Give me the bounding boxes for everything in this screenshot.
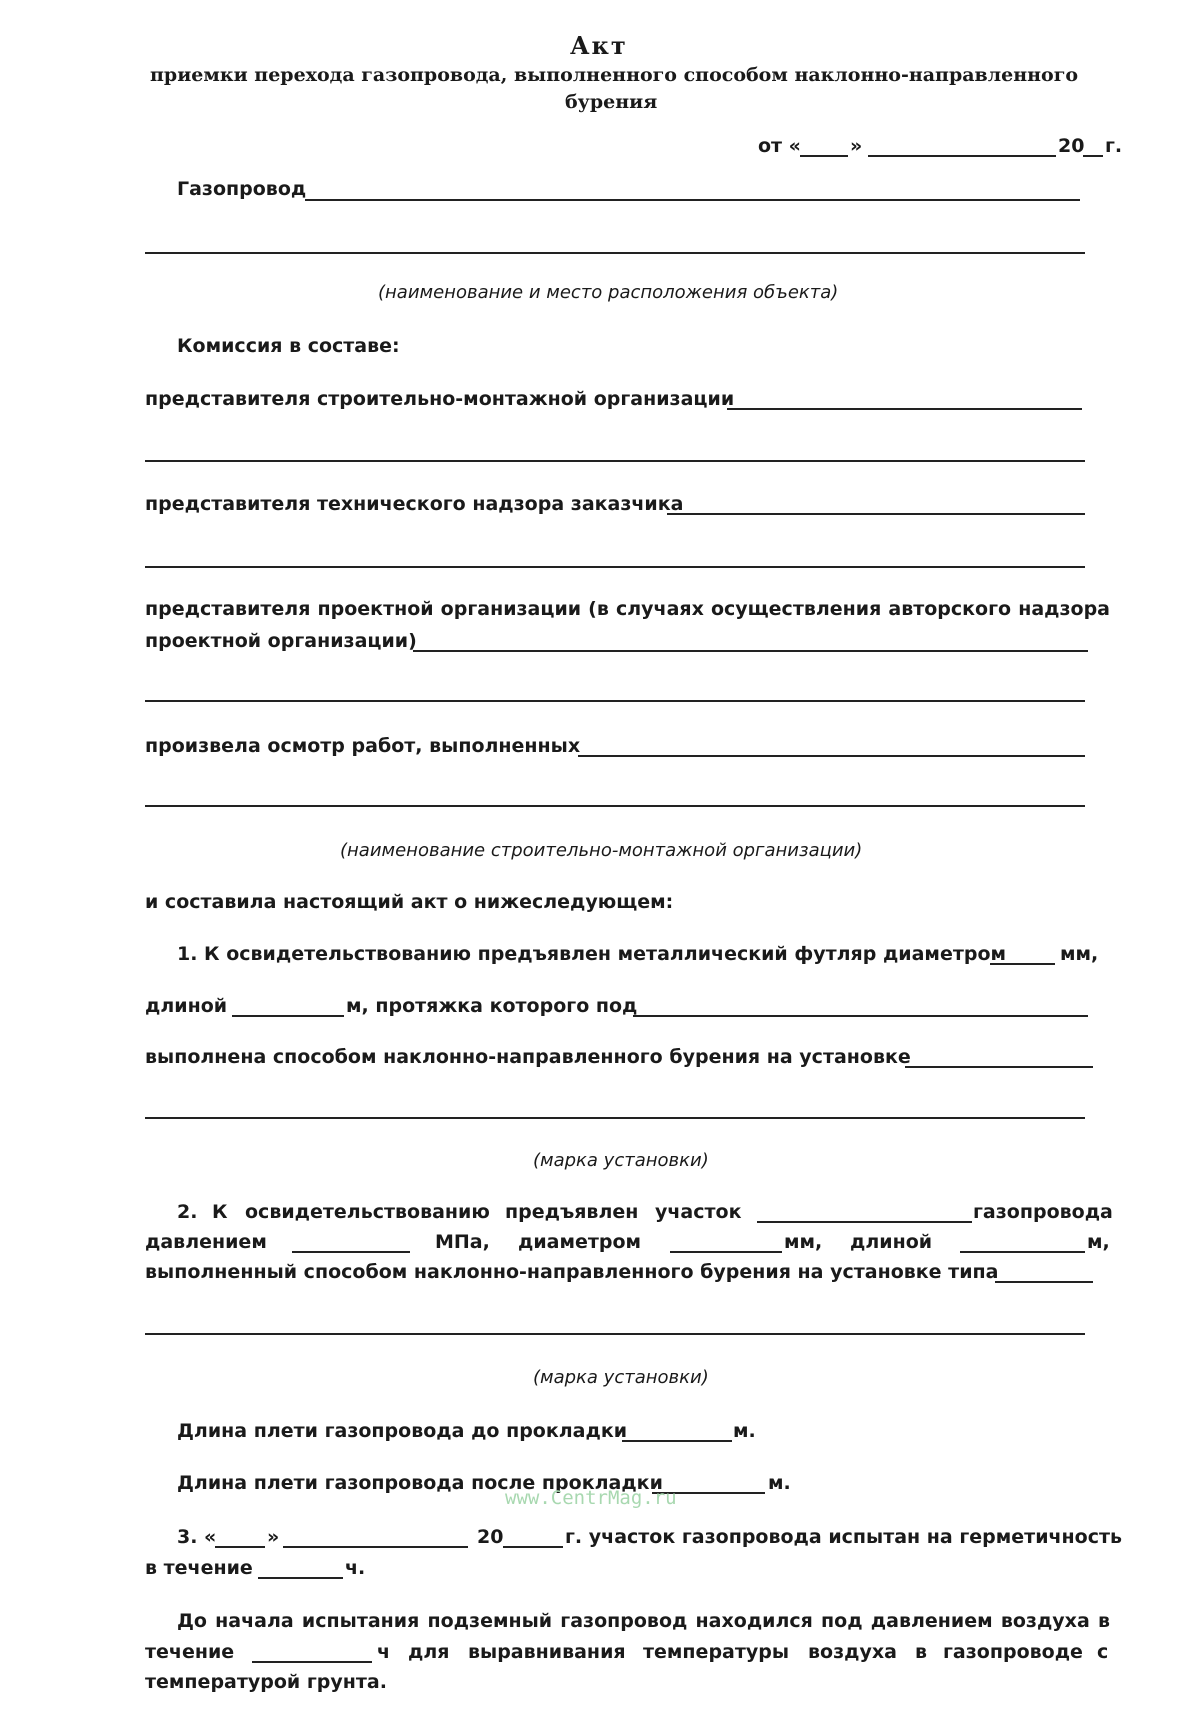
item2-pressure-label: давлением — [145, 1231, 267, 1253]
item2-pressure-blank[interactable] — [292, 1251, 410, 1253]
item3-hours-unit: ч. — [345, 1557, 366, 1579]
item3-day-blank[interactable] — [215, 1546, 265, 1548]
item3-quote-close: » — [267, 1526, 280, 1548]
item3-month-blank[interactable] — [283, 1546, 468, 1548]
document-subtitle: приемки перехода газопровода, выполненного способом наклонно-направленного — [150, 64, 1079, 86]
item2-number: 2. — [177, 1201, 198, 1223]
item2-length-label: длиной — [850, 1231, 933, 1253]
date-year-blank[interactable] — [1083, 155, 1103, 157]
final-word-during: течение — [145, 1641, 235, 1663]
item2-section-blank[interactable] — [757, 1221, 972, 1223]
item1-rig-blank[interactable] — [905, 1066, 1093, 1068]
item2-mpa-unit: МПа, — [435, 1231, 490, 1253]
item1-drilling-text: выполнена способом наклонно-направленного бурения на установке — [145, 1046, 911, 1068]
rep-tech-supervision-blank-2[interactable] — [145, 566, 1085, 568]
date-day-blank[interactable] — [800, 155, 848, 157]
length-before-blank[interactable] — [622, 1440, 732, 1442]
final-word-pipeline: газопроводе — [943, 1641, 1083, 1663]
final-word-for: для — [408, 1641, 450, 1663]
rep-construction-blank-2[interactable] — [145, 460, 1085, 462]
item1-under-blank[interactable] — [633, 1015, 1088, 1017]
rep-construction-label: представителя строительно-монтажной организации — [145, 388, 735, 410]
item1-rig-blank-2[interactable] — [145, 1117, 1085, 1119]
date-suffix: г. — [1105, 135, 1123, 157]
item2-drilling-text: выполненный способом наклонно-направленного бурения на установке типа — [145, 1261, 999, 1283]
rep-project-label-cont: проектной организации) — [145, 630, 417, 652]
inspected-label: произвела осмотр работ, выполненных — [145, 735, 581, 757]
gas-pipeline-blank-2[interactable] — [145, 252, 1085, 254]
item1-length-blank[interactable] — [232, 1015, 344, 1017]
item1-text: 1. К освидетельствованию предъявлен металлический футляр диаметром — [177, 943, 1007, 965]
item2-word-pipeline: газопровода — [973, 1201, 1113, 1223]
final-word-air: воздуха — [808, 1641, 897, 1663]
org-caption: (наименование строительно-монтажной организации) — [340, 840, 863, 861]
item1-diameter-blank[interactable] — [990, 963, 1055, 965]
item3-year-blank[interactable] — [503, 1546, 563, 1548]
inspected-blank[interactable] — [578, 755, 1085, 757]
item1-length-label: длиной — [145, 995, 228, 1017]
length-after-label: Длина плети газопровода после прокладки — [177, 1472, 663, 1494]
item2-diameter-blank[interactable] — [670, 1251, 782, 1253]
gas-pipeline-label: Газопровод — [177, 178, 307, 200]
item2-rig-type-blank[interactable] — [995, 1281, 1093, 1283]
final-text-line3: температурой грунта. — [145, 1671, 387, 1693]
item3-during-label: в течение — [145, 1557, 253, 1579]
rep-tech-supervision-label: представителя технического надзора заказчика — [145, 493, 684, 515]
document-subtitle-cont: бурения — [565, 91, 658, 113]
rep-project-label: представителя проектной организации (в случаях осуществления авторского надзора — [145, 598, 1110, 620]
date-year-prefix: 20 — [1058, 135, 1085, 157]
rep-project-blank-2[interactable] — [145, 700, 1085, 702]
item2-length-blank[interactable] — [960, 1251, 1085, 1253]
item2-diameter-label: диаметром — [518, 1231, 642, 1253]
item2-mm-unit: мм, — [784, 1231, 823, 1253]
rep-tech-supervision-blank[interactable] — [667, 513, 1085, 515]
watermark: www.CentrMag.ru — [505, 1487, 677, 1509]
object-caption: (наименование и место расположения объекта) — [378, 282, 839, 303]
final-text-line1: До начала испытания подземный газопровод находился под давлением воздуха в — [177, 1610, 1110, 1632]
item2-rig-caption: (марка установки) — [533, 1367, 709, 1388]
compiled-label: и составила настоящий акт о нижеследующем: — [145, 891, 674, 913]
final-word-temperature: температуры — [643, 1641, 790, 1663]
inspected-blank-2[interactable] — [145, 805, 1085, 807]
item2-word-section: участок — [655, 1201, 742, 1223]
item2-word-k: К — [212, 1201, 228, 1223]
document-title: Акт — [570, 31, 628, 60]
rep-project-blank[interactable] — [413, 650, 1088, 652]
item2-word-inspection: освидетельствованию — [245, 1201, 490, 1223]
date-month-blank[interactable] — [868, 155, 1056, 157]
length-before-unit: м. — [733, 1420, 756, 1442]
commission-label: Комиссия в составе: — [177, 335, 400, 357]
rep-construction-blank[interactable] — [727, 408, 1082, 410]
final-word-in: в — [915, 1641, 928, 1663]
item3-hours-blank[interactable] — [258, 1577, 343, 1579]
item2-rig-type-blank-2[interactable] — [145, 1333, 1085, 1335]
final-hours-blank[interactable] — [252, 1661, 372, 1663]
date-prefix: от « — [758, 135, 801, 157]
final-word-with: с — [1097, 1641, 1109, 1663]
item2-m-unit: м, — [1087, 1231, 1110, 1253]
item1-rig-caption: (марка установки) — [533, 1150, 709, 1171]
final-word-h: ч — [377, 1641, 391, 1663]
item1-pull-text: м, протяжка которого под — [346, 995, 638, 1017]
date-quote-close: » — [850, 135, 863, 157]
item1-unit-mm: мм, — [1060, 943, 1099, 965]
length-after-unit: м. — [768, 1472, 791, 1494]
length-before-label: Длина плети газопровода до прокладки — [177, 1420, 628, 1442]
item3-test-text: г. участок газопровода испытан на герметичность — [565, 1526, 1123, 1548]
item3-number: 3. « — [177, 1526, 217, 1548]
item3-year-prefix: 20 — [477, 1526, 504, 1548]
item2-word-presented: предъявлен — [505, 1201, 639, 1223]
final-word-equalizing: выравнивания — [468, 1641, 626, 1663]
gas-pipeline-blank[interactable] — [305, 199, 1080, 201]
